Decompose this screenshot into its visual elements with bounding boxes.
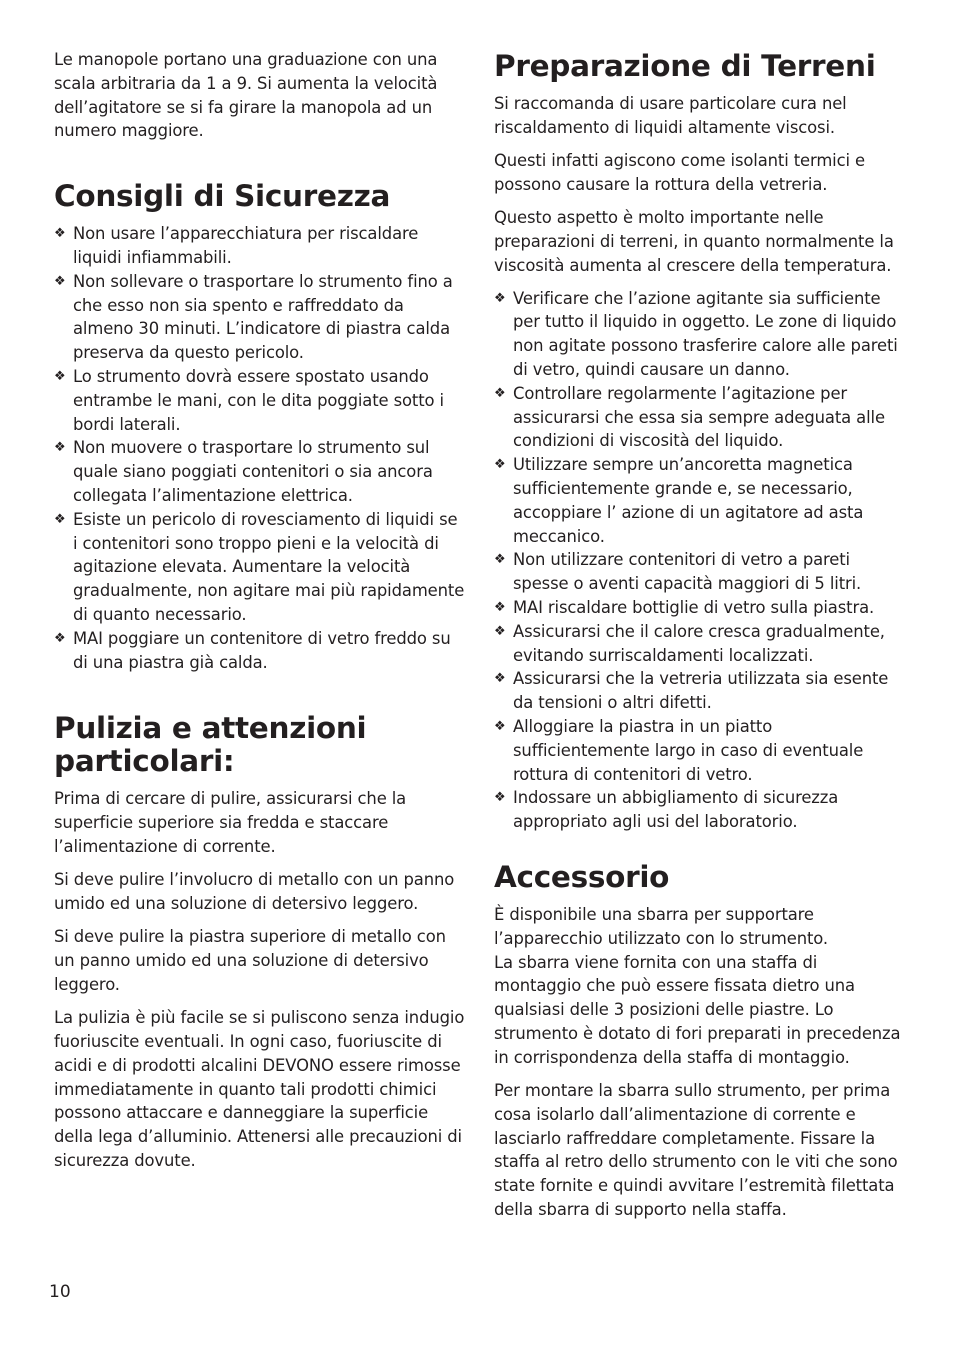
bullet-icon: ❖: [54, 440, 66, 456]
bullet-icon: ❖: [494, 623, 506, 639]
bullet-icon: ❖: [494, 457, 506, 473]
list-item: ❖ Lo strumento dovrà essere spostato usando entrambe le mani, con le dita poggiate sotto i bordi laterali.: [54, 366, 444, 434]
accessory-line: È disponibile una sbarra per supportare l’apparecchio utilizzato con lo strumento.: [494, 904, 829, 948]
list-item: ❖ MAI riscaldare bottiglie di vetro sulla piastra.: [494, 596, 904, 620]
media-paragraph: Si raccomanda di usare particolare cura nel riscaldamento di liquidi altamente viscosi.: [494, 94, 847, 137]
cleaning-paragraph: La pulizia è più facile se si puliscono senza indugio fuoriuscite eventuali. In ogni caso, fuoriuscite di acidi e di prodotti alcalini DEVONO essere rimosse immediatamente in quanto tali prodotti chimici possono attaccare e danneggiare la superficie della lega d’alluminio. Attenersi alle precauzioni di sicurezza dovute.: [54, 1008, 465, 1170]
bullet-icon: ❖: [494, 290, 506, 306]
accessory-paragraph: Per montare la sbarra sullo strumento, per prima cosa isolarlo dall’alimentazione di corrente e lasciarlo raffreddare completamente. Fissare la staffa al retro dello strumento con le viti che sono state fornite e quindi avvitare l’estremità filettata della sbarra di supporto nella staffa.: [494, 1080, 898, 1219]
media-paragraph: Questi infatti agiscono come isolanti termici e possono causare la rottura della vetreria.: [494, 151, 865, 194]
list-item: ❖ Indossare un abbigliamento di sicurezza appropriato agli usi del laboratorio.: [494, 788, 839, 832]
list-item: ❖ Non utilizzare contenitori di vetro a pareti spesse o aventi capacità maggiori di 5 litri.: [494, 550, 862, 594]
list-item: ❖ Non muovere o trasportare lo strumento sul quale siano poggiati contenitori o sia ancora collegata l’alimentazione elettrica.: [54, 438, 433, 505]
bullet-icon: ❖: [494, 599, 506, 615]
bullet-icon: ❖: [54, 368, 66, 384]
safety-heading: Consigli di Sicurezza: [54, 179, 391, 214]
safety-list: [54, 222, 466, 674]
list-item: ❖ Non usare l’apparecchiatura per riscaldare liquidi infiammabili.: [54, 224, 419, 267]
list-item: ❖ Esiste un pericolo di rovesciamento di liquidi se i contenitori sono troppo pieni e la velocità di agitazione elevata. Aumentare la velocità gradualmente, non agitare mai più rapidamente di quanto necessario.: [54, 509, 465, 624]
list-item: ❖ Controllare regolarmente l’agitazione per assicurarsi che essa sia sempre adeguata alle condizioni di viscosità del liquido.: [494, 383, 885, 451]
list-item: ❖ Alloggiare la piastra in un piatto sufficientemente largo in caso di eventuale rottura di contenitori di vetro.: [494, 716, 864, 784]
list-item: ❖ Non sollevare o trasportare lo strumento fino a che esso non sia spento e raffreddato da almeno 30 minuti. L’indicatore di piastra calda preserva da questo pericolo.: [54, 271, 453, 363]
list-item: ❖ Assicurarsi che la vetreria utilizzata sia esente da tensioni o altri difetti.: [494, 669, 889, 713]
page-number: 10: [49, 1282, 71, 1302]
accessory-paragraph: [494, 903, 904, 1070]
list-item: ❖ MAI poggiare un contenitore di vetro freddo su di una piastra già calda.: [54, 628, 451, 672]
media-heading: Preparazione di Terreni: [494, 49, 876, 83]
left-column: [54, 48, 466, 1182]
bullet-icon: ❖: [54, 630, 66, 646]
cleaning-paragraph: Si deve pulire l’involucro di metallo con un panno umido ed una soluzione di detersivo leggero.: [54, 870, 455, 914]
bullet-icon: ❖: [494, 790, 506, 806]
list-item: ❖ Assicurarsi che il calore cresca gradualmente, evitando surriscaldamenti localizzati.: [494, 621, 885, 665]
cleaning-heading: Pulizia e attenzioni particolari:: [54, 711, 367, 779]
intro-paragraph: Le manopole portano una graduazione con una scala arbitraria da 1 a 9. Si aumenta la velocità dell’agitatore se si fa girare la manopola ad un numero maggiore.: [54, 50, 438, 141]
bullet-icon: ❖: [494, 385, 506, 401]
right-column: [494, 48, 904, 1231]
bullet-icon: ❖: [54, 226, 66, 242]
cleaning-paragraph: Prima di cercare di pulire, assicurarsi che la superficie superiore sia fredda e staccare l’alimentazione di corrente.: [54, 789, 407, 856]
bullet-icon: ❖: [494, 552, 506, 568]
accessory-line: La sbarra viene fornita con una staffa di montaggio che può essere fissata dietro una qualsiasi delle 3 posizioni delle piastre. Lo strumento è dotato di fori preparati in precedenza in corrispondenza della staffa di montaggio.: [494, 952, 901, 1067]
media-paragraph: Questo aspetto è molto importante nelle preparazioni di terreni, in quanto normalmente la viscosità aumenta al crescere della temperatura.: [494, 208, 894, 275]
bullet-icon: ❖: [494, 718, 506, 734]
list-item: ❖ Utilizzare sempre un’ancoretta magnetica sufficientemente grande e, se necessario, accoppiare l’ azione di un agitatore ad asta meccanico.: [494, 455, 864, 546]
bullet-icon: ❖: [54, 511, 66, 527]
bullet-icon: ❖: [54, 273, 66, 289]
accessory-heading: Accessorio: [494, 859, 670, 894]
media-list: [494, 287, 904, 834]
list-item: ❖ Verificare che l’azione agitante sia sufficiente per tutto il liquido in oggetto. Le zone di liquido non agitate possono trasferire calore alle pareti di vetro, quindi causare un danno.: [494, 288, 898, 379]
bullet-icon: ❖: [494, 671, 506, 687]
cleaning-paragraph: Si deve pulire la piastra superiore di metallo con un panno umido ed una soluzione di detersivo leggero.: [54, 927, 446, 994]
